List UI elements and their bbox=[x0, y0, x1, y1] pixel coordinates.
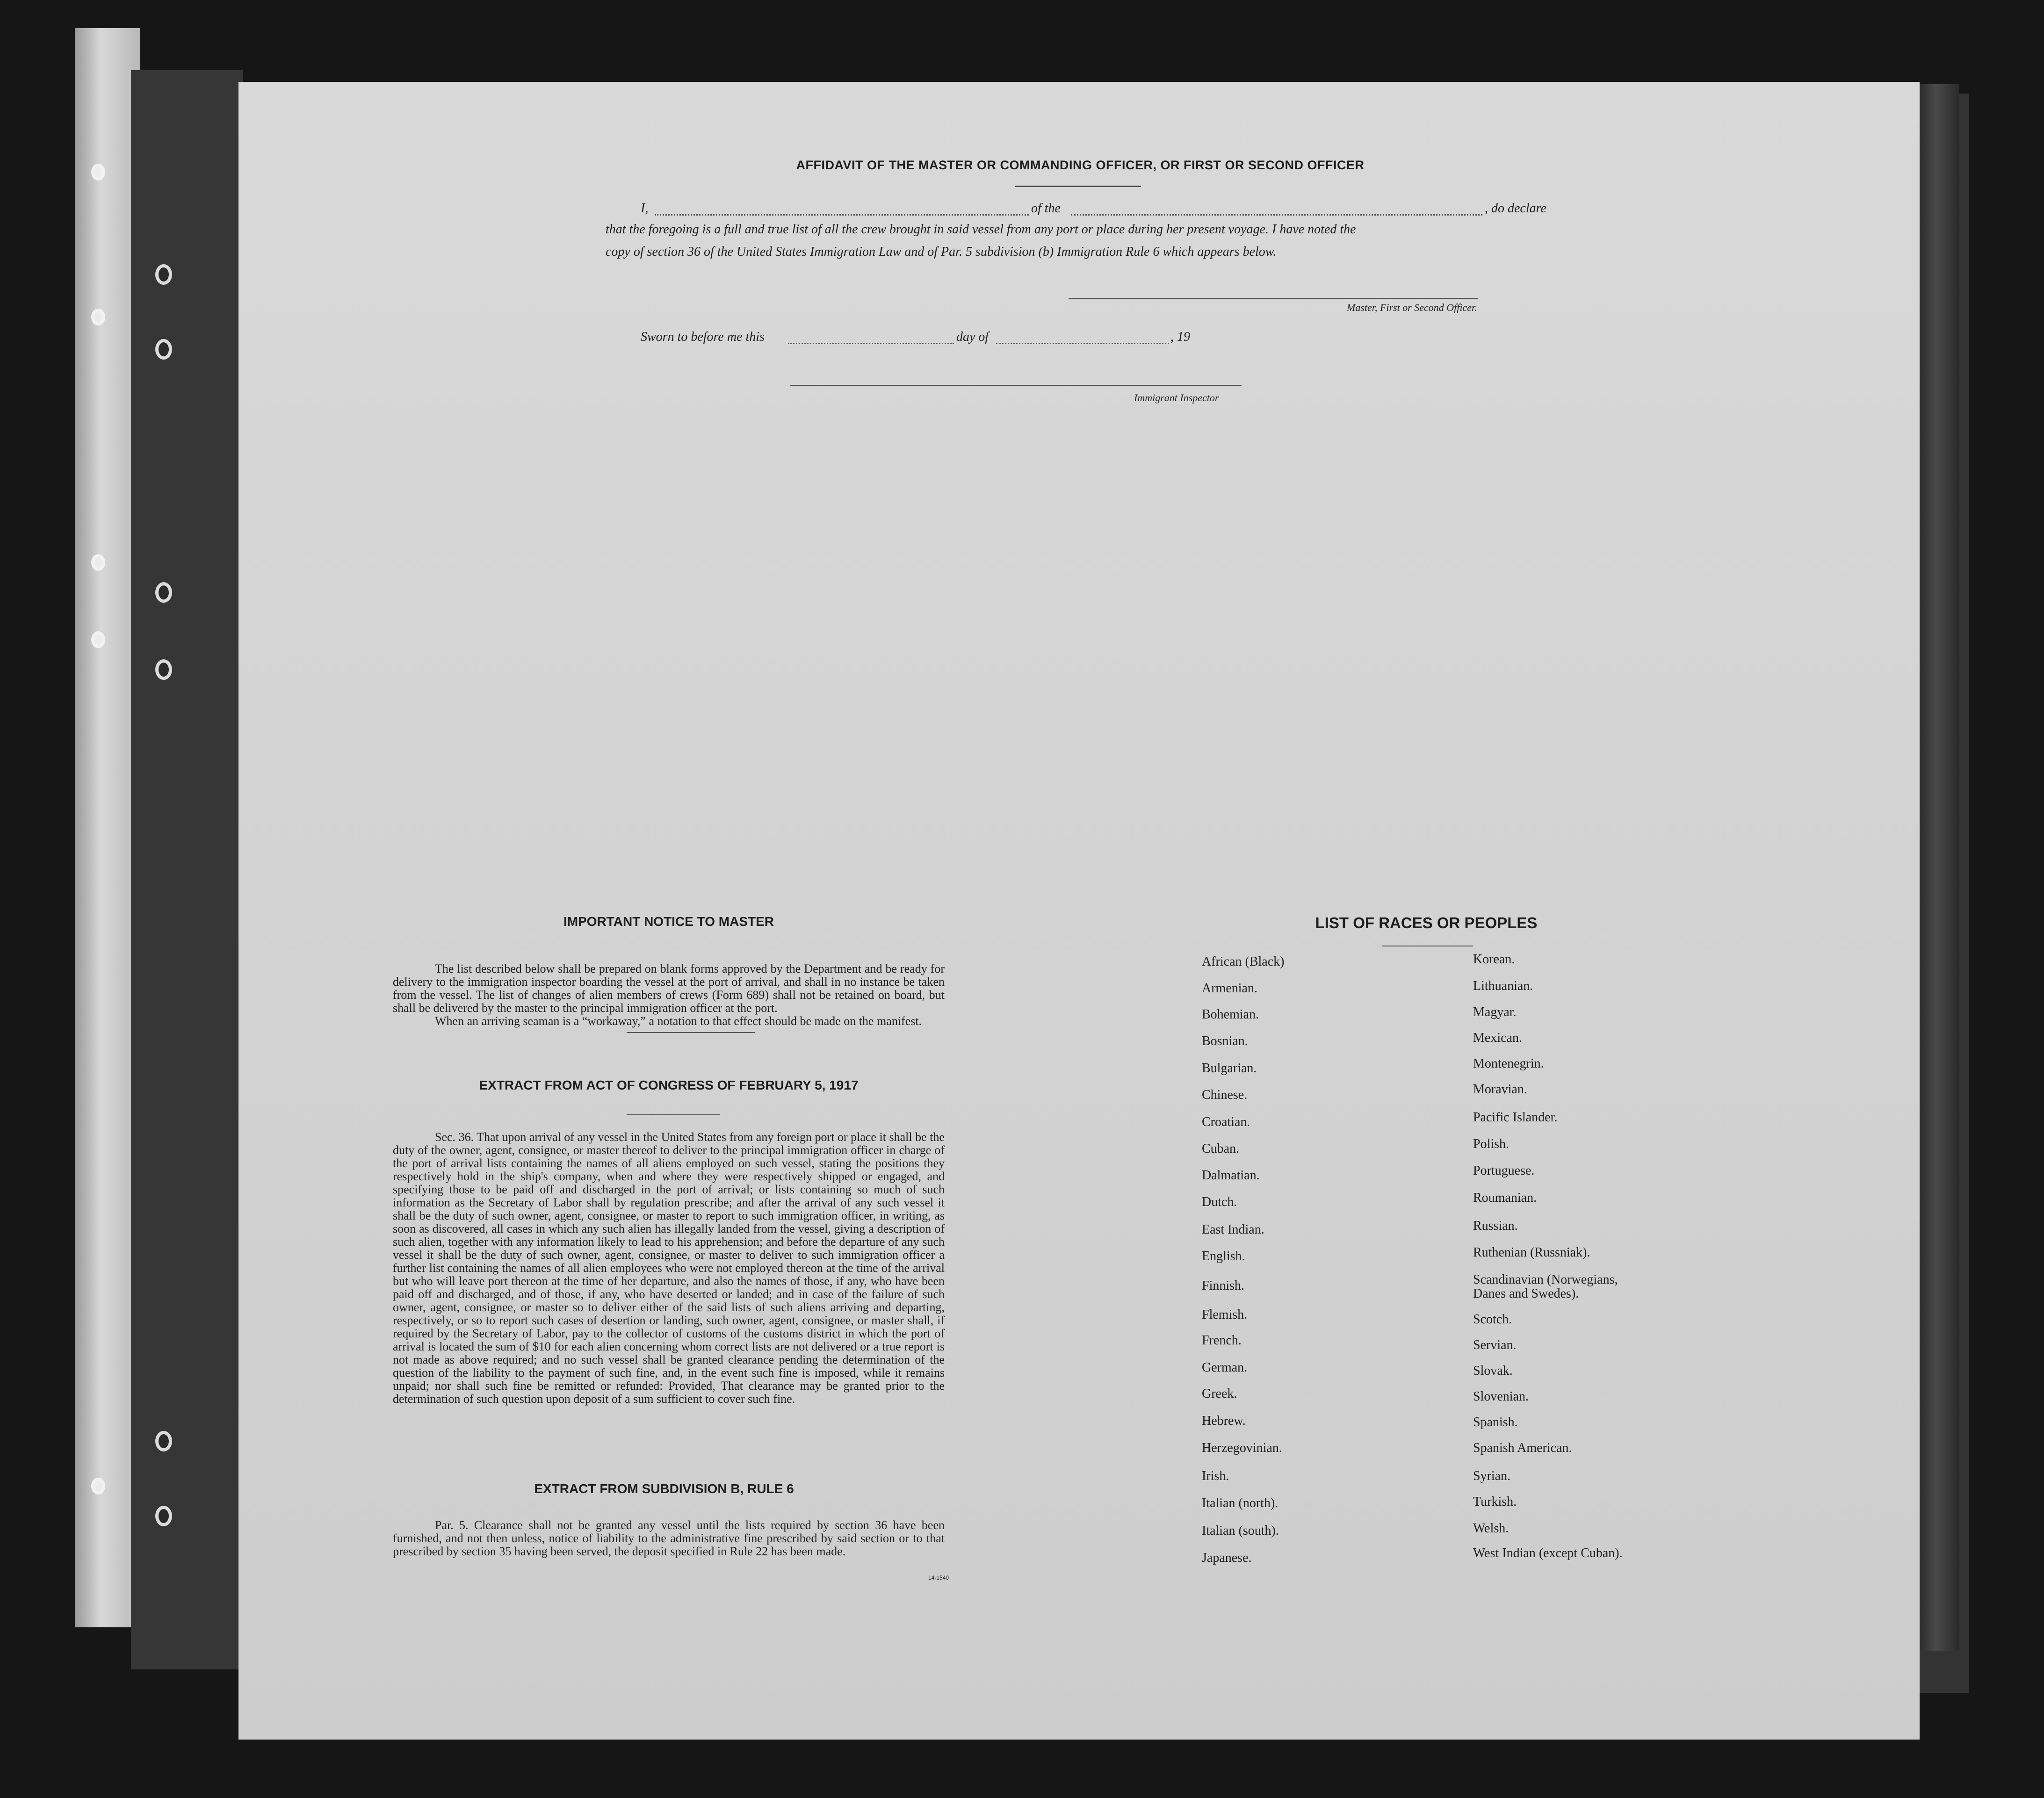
affidavit-line-3: copy of section 36 of the United States Immigration Law and of Par. 5 subdivision (b) Immigration Rule 6 which appears below. bbox=[606, 245, 1277, 259]
race-item: African (Black) bbox=[1202, 954, 1285, 969]
affidavit-line-2: that the foregoing is a full and true list of all the crew brought in said vessel from any port or place during her present voyage. I have noted the bbox=[606, 222, 1356, 237]
sworn-day-field[interactable] bbox=[788, 343, 954, 344]
race-item: Portuguese. bbox=[1473, 1163, 1535, 1178]
notice-text bbox=[393, 962, 945, 1028]
race-item: Bulgarian. bbox=[1202, 1061, 1257, 1076]
race-item: Lithuanian. bbox=[1473, 979, 1533, 993]
race-item: Russian. bbox=[1473, 1219, 1518, 1233]
race-item: French. bbox=[1202, 1333, 1242, 1348]
race-item: Pacific Islander. bbox=[1473, 1110, 1558, 1125]
inspector-label: Immigrant Inspector bbox=[1134, 392, 1219, 404]
master-signature-line[interactable] bbox=[1069, 298, 1478, 299]
left-binding-band bbox=[131, 70, 243, 1669]
race-item: Magyar. bbox=[1473, 1005, 1517, 1019]
race-item: English. bbox=[1202, 1249, 1245, 1264]
race-item: Mexican. bbox=[1473, 1031, 1522, 1045]
notice-paragraph-2: When an arriving seaman is a “workaway,” a notation to that effect should be made on the manifest. bbox=[435, 1014, 922, 1028]
rule-extract-paragraph: Par. 5. Clearance shall not be granted any vessel until the lists required by section 36 have been furnished, and not then unless, notice of liability to the administrative fine prescribed by said section or to that prescribed by section 35 having been served, the deposit specified in Rule 22 has been made. bbox=[393, 1518, 945, 1558]
race-item: Servian. bbox=[1473, 1338, 1517, 1352]
do-declare-label: , do declare bbox=[1485, 201, 1546, 216]
race-item: Dutch. bbox=[1202, 1195, 1237, 1209]
punch-hole bbox=[91, 309, 105, 325]
affidavit-title: AFFIDAVIT OF THE MASTER OR COMMANDING OFFICER, OR FIRST OR SECOND OFFICER bbox=[796, 158, 1365, 172]
rule-extract-text bbox=[393, 1519, 945, 1558]
rule-extract-title: EXTRACT FROM SUBDIVISION B, RULE 6 bbox=[534, 1481, 794, 1496]
punch-hole bbox=[155, 582, 172, 603]
punch-hole bbox=[155, 659, 172, 680]
sworn-label: Sworn to before me this bbox=[641, 330, 765, 344]
punch-hole bbox=[155, 1431, 172, 1451]
race-item: East Indian. bbox=[1202, 1222, 1264, 1237]
race-item: Spanish American. bbox=[1473, 1441, 1572, 1455]
form-number: 14-1540 bbox=[928, 1574, 949, 1581]
notice-title: IMPORTANT NOTICE TO MASTER bbox=[563, 914, 774, 929]
race-item: Polish. bbox=[1473, 1137, 1510, 1151]
race-item: Japanese. bbox=[1202, 1551, 1252, 1565]
punch-hole bbox=[91, 164, 105, 181]
race-item: Cuban. bbox=[1202, 1141, 1240, 1156]
race-item: Ruthenian (Russniak). bbox=[1473, 1245, 1590, 1260]
manifest-page bbox=[238, 82, 1920, 1740]
sworn-line bbox=[641, 330, 1249, 348]
race-item: Scandinavian (Norwegians, Danes and Swedes). bbox=[1473, 1272, 1618, 1301]
inspector-signature-line[interactable] bbox=[790, 385, 1242, 386]
race-item: Finnish. bbox=[1202, 1278, 1245, 1293]
day-of-label: day of bbox=[956, 330, 989, 344]
notice-paragraph-1: The list described below shall be prepared on blank forms approved by the Department and be ready for delivery to the immigration inspector boarding the vessel at the port of arrival, and shall in no instance be taken from the vessel. The list of changes of alien members of crews (Form 689) shall not be retained on board, but shall be delivered by the master to the principal immigration officer at the port. bbox=[393, 962, 945, 1015]
race-item: Bohemian. bbox=[1202, 1007, 1259, 1022]
race-item: Herzegovinian. bbox=[1202, 1441, 1282, 1455]
race-item: Hebrew. bbox=[1202, 1414, 1246, 1428]
race-item: Montenegrin. bbox=[1473, 1056, 1544, 1071]
of-the-label: of the bbox=[1031, 201, 1061, 216]
race-item: Turkish. bbox=[1473, 1495, 1517, 1509]
master-signature-label: Master, First or Second Officer. bbox=[1347, 302, 1477, 313]
punch-hole bbox=[155, 264, 172, 285]
race-item: Korean. bbox=[1473, 952, 1515, 967]
year-label: , 19 bbox=[1170, 330, 1190, 344]
act-extract-divider bbox=[627, 1114, 720, 1115]
title-underline bbox=[1015, 186, 1141, 187]
race-item: Scotch. bbox=[1473, 1312, 1512, 1327]
punch-hole bbox=[155, 1506, 172, 1526]
race-item: Italian (north). bbox=[1202, 1496, 1278, 1510]
punch-hole bbox=[91, 1478, 105, 1495]
right-binding-rail bbox=[1913, 84, 1959, 1651]
race-item: Spanish. bbox=[1473, 1415, 1518, 1430]
punch-hole bbox=[91, 554, 105, 571]
affidavit-line-1 bbox=[641, 201, 1754, 220]
race-item: Bosnian. bbox=[1202, 1034, 1248, 1048]
notice-divider bbox=[627, 1032, 755, 1033]
race-item: Slovak. bbox=[1473, 1364, 1513, 1378]
race-item: Syrian. bbox=[1473, 1469, 1511, 1483]
sworn-month-field[interactable] bbox=[996, 343, 1169, 344]
race-item: Flemish. bbox=[1202, 1307, 1248, 1322]
affidavit-i-label: I, bbox=[641, 201, 649, 216]
race-item: Italian (south). bbox=[1202, 1524, 1279, 1538]
race-item: Armenian. bbox=[1202, 981, 1257, 996]
race-item: Chinese. bbox=[1202, 1088, 1248, 1102]
race-item: German. bbox=[1202, 1360, 1248, 1375]
race-item: Slovenian. bbox=[1473, 1389, 1529, 1404]
act-extract-title: EXTRACT FROM ACT OF CONGRESS OF FEBRUARY 5, 1917 bbox=[479, 1078, 859, 1092]
punch-hole bbox=[91, 631, 105, 648]
race-item: Dalmatian. bbox=[1202, 1168, 1260, 1183]
act-extract-paragraph: Sec. 36. That upon arrival of any vessel in the United States from any foreign port or place it shall be the duty of the owner, agent, consignee, or master thereof to deliver to the principal immigration officer in charge of the port of arrival lists containing the names of all aliens employed on such vessel, stating the positions they respectively hold in the ship's company, when and where they were respectively shipped or engaged, and specifying those to be paid off and discharged in the port of arrival; or lists containing so much of such information as the Secretary of Labor shall by regulation prescribe; and after the arrival of any such vessel it shall be the duty of such owner, agent, consignee, or master to report to such immigration officer, in writing, as soon as discovered, all cases in which any such alien has illegally landed from the vessel, giving a description of such alien, together with any information likely to lead to his apprehension; and before the departure of any such vessel it shall be the duty of such owner, agent, consignee, or master to deliver to such immigration officer a further list containing the names of all alien employees who were not employed thereon at the time of the arrival but who will leave port thereon at the time of her departure, and also the names of those, if any, who have been paid off and discharged, and of those, if any, who have deserted or landed; and in case of the failure of such owner, agent, consignee, or master so to deliver either of the said lists of such aliens arriving and departing, respectively, or so to report such cases of desertion or landing, such owner, agent, consignee, or master shall, if required by the Secretary of Labor, pay to the collector of customs of the customs district in which the port of arrival is located the sum of $10 for each alien concerning whom correct lists are not delivered or a true report is not made as above required; and no such vessel shall be granted clearance pending the determination of the question of the liability to the payment of such fine, and, in the event such fine is imposed, while it remains unpaid; nor shall such fine be remitted or refunded: Provided, That clearance may be granted prior to the determination of such question upon deposit of a sum sufficient to cover such fine. bbox=[393, 1130, 945, 1406]
race-item: West Indian (except Cuban). bbox=[1473, 1546, 1623, 1560]
races-title: LIST OF RACES OR PEOPLES bbox=[1315, 914, 1538, 931]
race-item: Welsh. bbox=[1473, 1521, 1509, 1536]
race-item: Moravian. bbox=[1473, 1082, 1527, 1097]
race-item: Greek. bbox=[1202, 1386, 1237, 1401]
binding-strip bbox=[75, 28, 140, 1627]
race-item: Croatian. bbox=[1202, 1115, 1250, 1129]
act-extract-text bbox=[393, 1131, 945, 1406]
punch-hole bbox=[155, 339, 172, 360]
race-item: Irish. bbox=[1202, 1469, 1229, 1483]
race-item: Roumanian. bbox=[1473, 1191, 1537, 1205]
master-name-field[interactable] bbox=[655, 214, 1029, 216]
vessel-name-field[interactable] bbox=[1071, 214, 1482, 216]
